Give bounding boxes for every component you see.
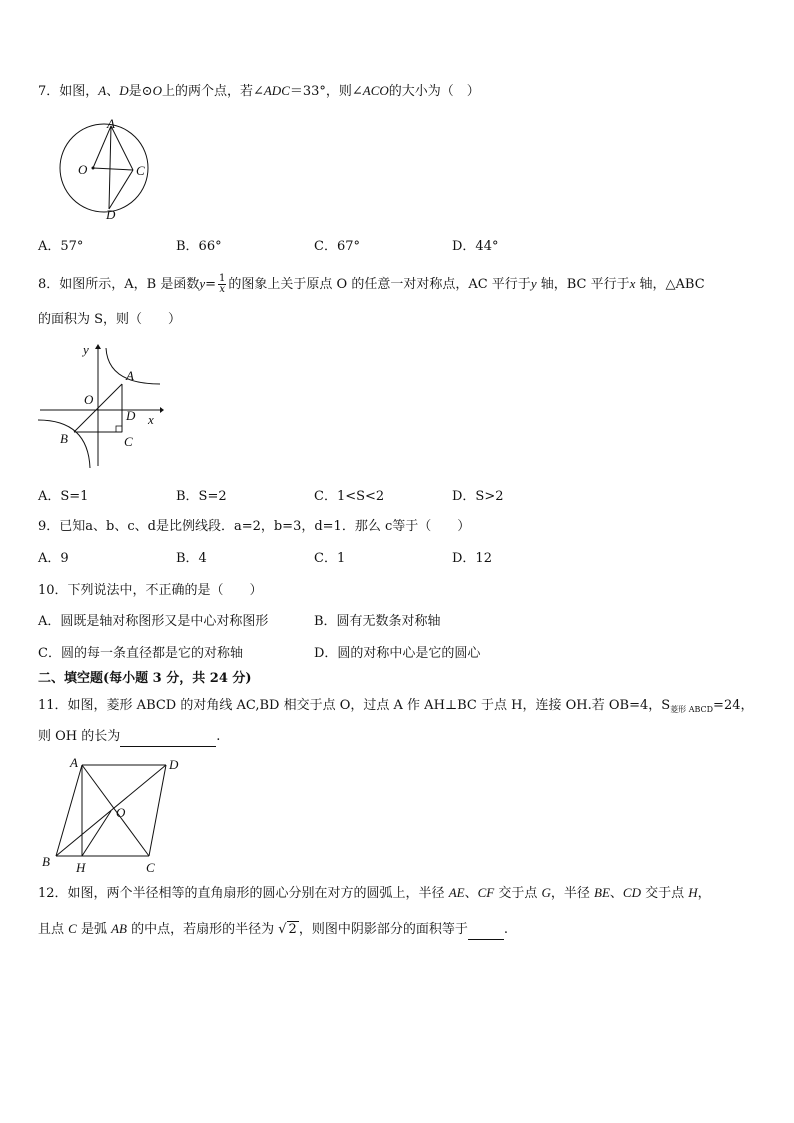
q7-label-a: A (107, 116, 115, 131)
q11-label-c: C (146, 860, 155, 875)
q8-option-a: A．S=1 (38, 489, 89, 504)
q8-option-c: C．1<S<2 (314, 489, 385, 504)
q11-label-d: D (169, 757, 179, 772)
q11-label-o: O (116, 805, 126, 820)
question-8-line2: 的面积为 S，则（ ） (38, 312, 182, 327)
q11-rhombus-figure (36, 755, 206, 875)
q11-label-a: A (70, 755, 78, 770)
q8-fraction: $\frac{1}{x}$ (219, 273, 226, 295)
q7-label-o: O (78, 162, 88, 177)
q9-option-c: C．1 (314, 551, 346, 566)
q11-answer-blank[interactable] (120, 728, 216, 747)
q7-option-b: B．66° (176, 239, 222, 254)
q11-label-h: H (76, 860, 86, 875)
q7-circle-figure (48, 118, 158, 224)
question-8-text: 8．如图所示，A，B 是函数y= $\frac{1}{x}$ 的图象上关于原点 O 的任意一对对称点，AC 平行于y 轴，BC 平行于x 轴，△ABC (38, 273, 705, 295)
question-9-text: 9．已知a、b、c、d是比例线段．a=2，b=3，d=1．那么 c等于（ ） (38, 519, 471, 534)
q9-option-b: B．4 (176, 551, 207, 566)
q7-label-d: D (106, 207, 116, 222)
q10-option-a: A．圆既是轴对称图形又是中心对称图形 (38, 614, 269, 629)
q7-option-a: A．57° (38, 239, 84, 254)
q8-label-c: C (124, 434, 133, 449)
q8-label-o: O (84, 392, 94, 407)
q8-option-b: B．S=2 (176, 489, 227, 504)
q8-label-a: A (126, 368, 134, 383)
q8-label-x: x (148, 412, 154, 427)
q8-hyperbola-figure (36, 340, 166, 470)
question-11-text: 11．如图，菱形 ABCD 的对角线 AC,BD 相交于点 O，过点 A 作 AH⊥BC 于点 H，连接 OH.若 OB=4，$S_{菱形 ABCD}=24$， (38, 698, 754, 714)
q8-label-d: D (126, 408, 136, 423)
q8-label-y: y (83, 342, 89, 357)
q8-label-b: B (60, 431, 68, 446)
q9-option-d: D．12 (452, 551, 492, 566)
q12-sqrt: √ 2 (278, 922, 297, 937)
question-11-line2: 则 OH 的长为 . (38, 728, 220, 747)
q10-option-d: D．圆的对称中心是它的圆心 (314, 646, 481, 661)
question-12-text: 12．如图，两个半径相等的直角扇形的圆心分别在对方的圆弧上，半径 AE、CF 交于点 G，半径 BE、CD 交于点 H， (38, 885, 711, 901)
section-2-heading: 二、填空题(每小题 3 分，共 24 分) (38, 671, 252, 686)
q10-option-c: C．圆的每一条直径都是它的对称轴 (38, 646, 243, 661)
q8-option-d: D．S>2 (452, 489, 504, 504)
question-12-line2: 且点 C 是弧 AB 的中点，若扇形的半径为 √ 2 ，则图中阴影部分的面积等于 . (38, 920, 508, 940)
q12-answer-blank[interactable] (468, 921, 504, 940)
q7-option-d: D．44° (452, 239, 499, 254)
question-10-text: 10．下列说法中，不正确的是（ ） (38, 583, 263, 598)
q7-label-c: C (136, 163, 145, 178)
q11-label-b: B (42, 854, 50, 869)
q9-option-a: A．9 (38, 551, 69, 566)
question-7-text: 7．如图，A、D是⊙O上的两个点，若∠ADC＝33°，则∠ACO的大小为（ ） (38, 83, 480, 99)
q10-option-b: B．圆有无数条对称轴 (314, 614, 441, 629)
q7-option-c: C．67° (314, 239, 360, 254)
